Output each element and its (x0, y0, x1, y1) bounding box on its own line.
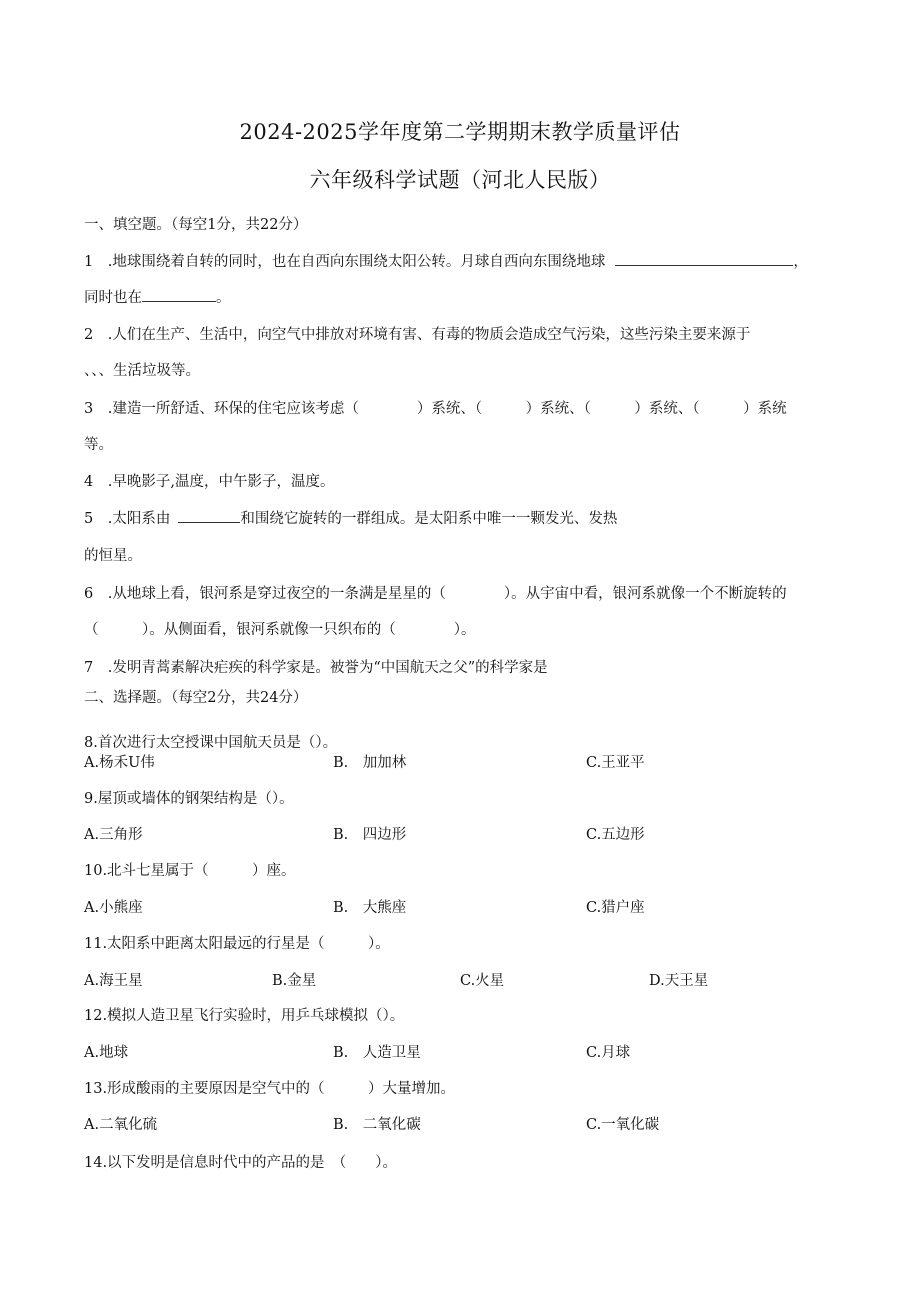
question-6-line1: 6 .从地球上看，银河系是穿过夜空的一条满是星星的（ ）。从宇宙中看，银河系就像一个不断旋转的 (84, 586, 787, 602)
q9-option-a[interactable]: A.三角形 (84, 827, 143, 843)
question-5-line2: 的恒星。 (84, 548, 142, 564)
question-1-text-2: 同时也在 (84, 290, 142, 306)
q11-option-a[interactable]: A.海王星 (84, 973, 143, 989)
question-1-line2 (84, 286, 231, 307)
q12-option-c[interactable]: C.月球 (586, 1045, 631, 1061)
q11-option-d[interactable]: D.天王星 (649, 973, 709, 989)
question-7: 7 .发明青蒿素解决疟疾的科学家是。被誉为“中国航天之父”的科学家是 (84, 660, 548, 676)
q11-option-b[interactable]: B.金星 (272, 973, 317, 989)
q10-option-b[interactable]: B. 大熊座 (333, 900, 407, 916)
question-1-blank-a[interactable] (615, 253, 793, 266)
q8-option-a[interactable]: A.杨禾U伟 (84, 755, 155, 771)
q10-option-c[interactable]: C.猎户座 (586, 900, 645, 916)
question-3-line1: 3 .建造一所舒适、环保的住宅应该考虑（ ）系统、（ ）系统、（ ）系统、（ ）系统 (84, 401, 787, 417)
q13-option-b[interactable]: B. 二氧化碳 (333, 1117, 421, 1133)
question-14: 14.以下发明是信息时代中的产品的是 （ ）。 (84, 1155, 398, 1171)
question-5-blank[interactable] (178, 510, 240, 523)
question-2-line2: 、、、生活垃圾等。 (84, 363, 200, 379)
question-1-blank-b[interactable] (142, 289, 216, 302)
exam-title: 2024-2025学年度第二学期期末教学质量评估 (239, 120, 681, 144)
q12-option-b[interactable]: B. 人造卫星 (333, 1045, 421, 1061)
question-1-comma: ， (793, 254, 808, 270)
q10-option-a[interactable]: A.小熊座 (84, 900, 143, 916)
q11-option-c[interactable]: C.火星 (460, 973, 505, 989)
question-13: 13.形成酸雨的主要原因是空气中的（ ）大量增加。 (84, 1081, 456, 1097)
q12-option-a[interactable]: A.地球 (84, 1045, 129, 1061)
q9-option-c[interactable]: C.五边形 (586, 827, 645, 843)
question-12: 12.模拟人造卫星飞行实验时，用乒乓球模拟（）。 (84, 1008, 405, 1024)
section2-header: 二、选择题。（每空2分，共24分） (84, 690, 308, 706)
question-5-text-end: 和围绕它旋转的一群组成。是太阳系中唯一一颗发光、发热 (240, 511, 618, 527)
q8-option-c[interactable]: C.王亚平 (586, 755, 645, 771)
question-4: 4 .早晚影子,温度，中午影子，温度。 (84, 474, 335, 490)
question-6-line2: （ ）。从侧面看，银河系就像一只织布的（ ）。 (84, 622, 476, 638)
q8-option-b[interactable]: B. 加加林 (333, 755, 407, 771)
question-1-period: 。 (216, 290, 231, 306)
exam-subtitle: 六年级科学试题（河北人民版） (309, 168, 611, 192)
question-3-line2: 等。 (84, 437, 113, 453)
question-11: 11.太阳系中距离太阳最远的行星是（ ）。 (84, 936, 390, 952)
q13-option-a[interactable]: A.二氧化硫 (84, 1117, 158, 1133)
q9-option-b[interactable]: B. 四边形 (333, 827, 407, 843)
section1-header: 一、填空题。（每空1分，共22分） (84, 217, 308, 233)
question-1-text: 1 .地球围绕着自转的同时，也在自西向东围绕太阳公转。月球自西向东围绕地球 (84, 254, 606, 270)
question-1-line1 (84, 250, 808, 271)
question-2-line1: 2 .人们在生产、生活中，向空气中排放对环境有害、有毒的物质会造成空气污染，这些污染主要来源于 (84, 327, 751, 343)
question-5-line1 (84, 507, 617, 528)
question-9: 9.屋顶或墙体的钢架结构是（）。 (84, 791, 294, 807)
q13-option-c[interactable]: C.一氧化碳 (586, 1117, 660, 1133)
question-8: 8.首次进行太空授课中国航天员是（）。 (84, 735, 338, 751)
question-10: 10.北斗七星属于（ ）座。 (84, 863, 296, 879)
question-5-text: 5 .太阳系由 (84, 511, 171, 527)
